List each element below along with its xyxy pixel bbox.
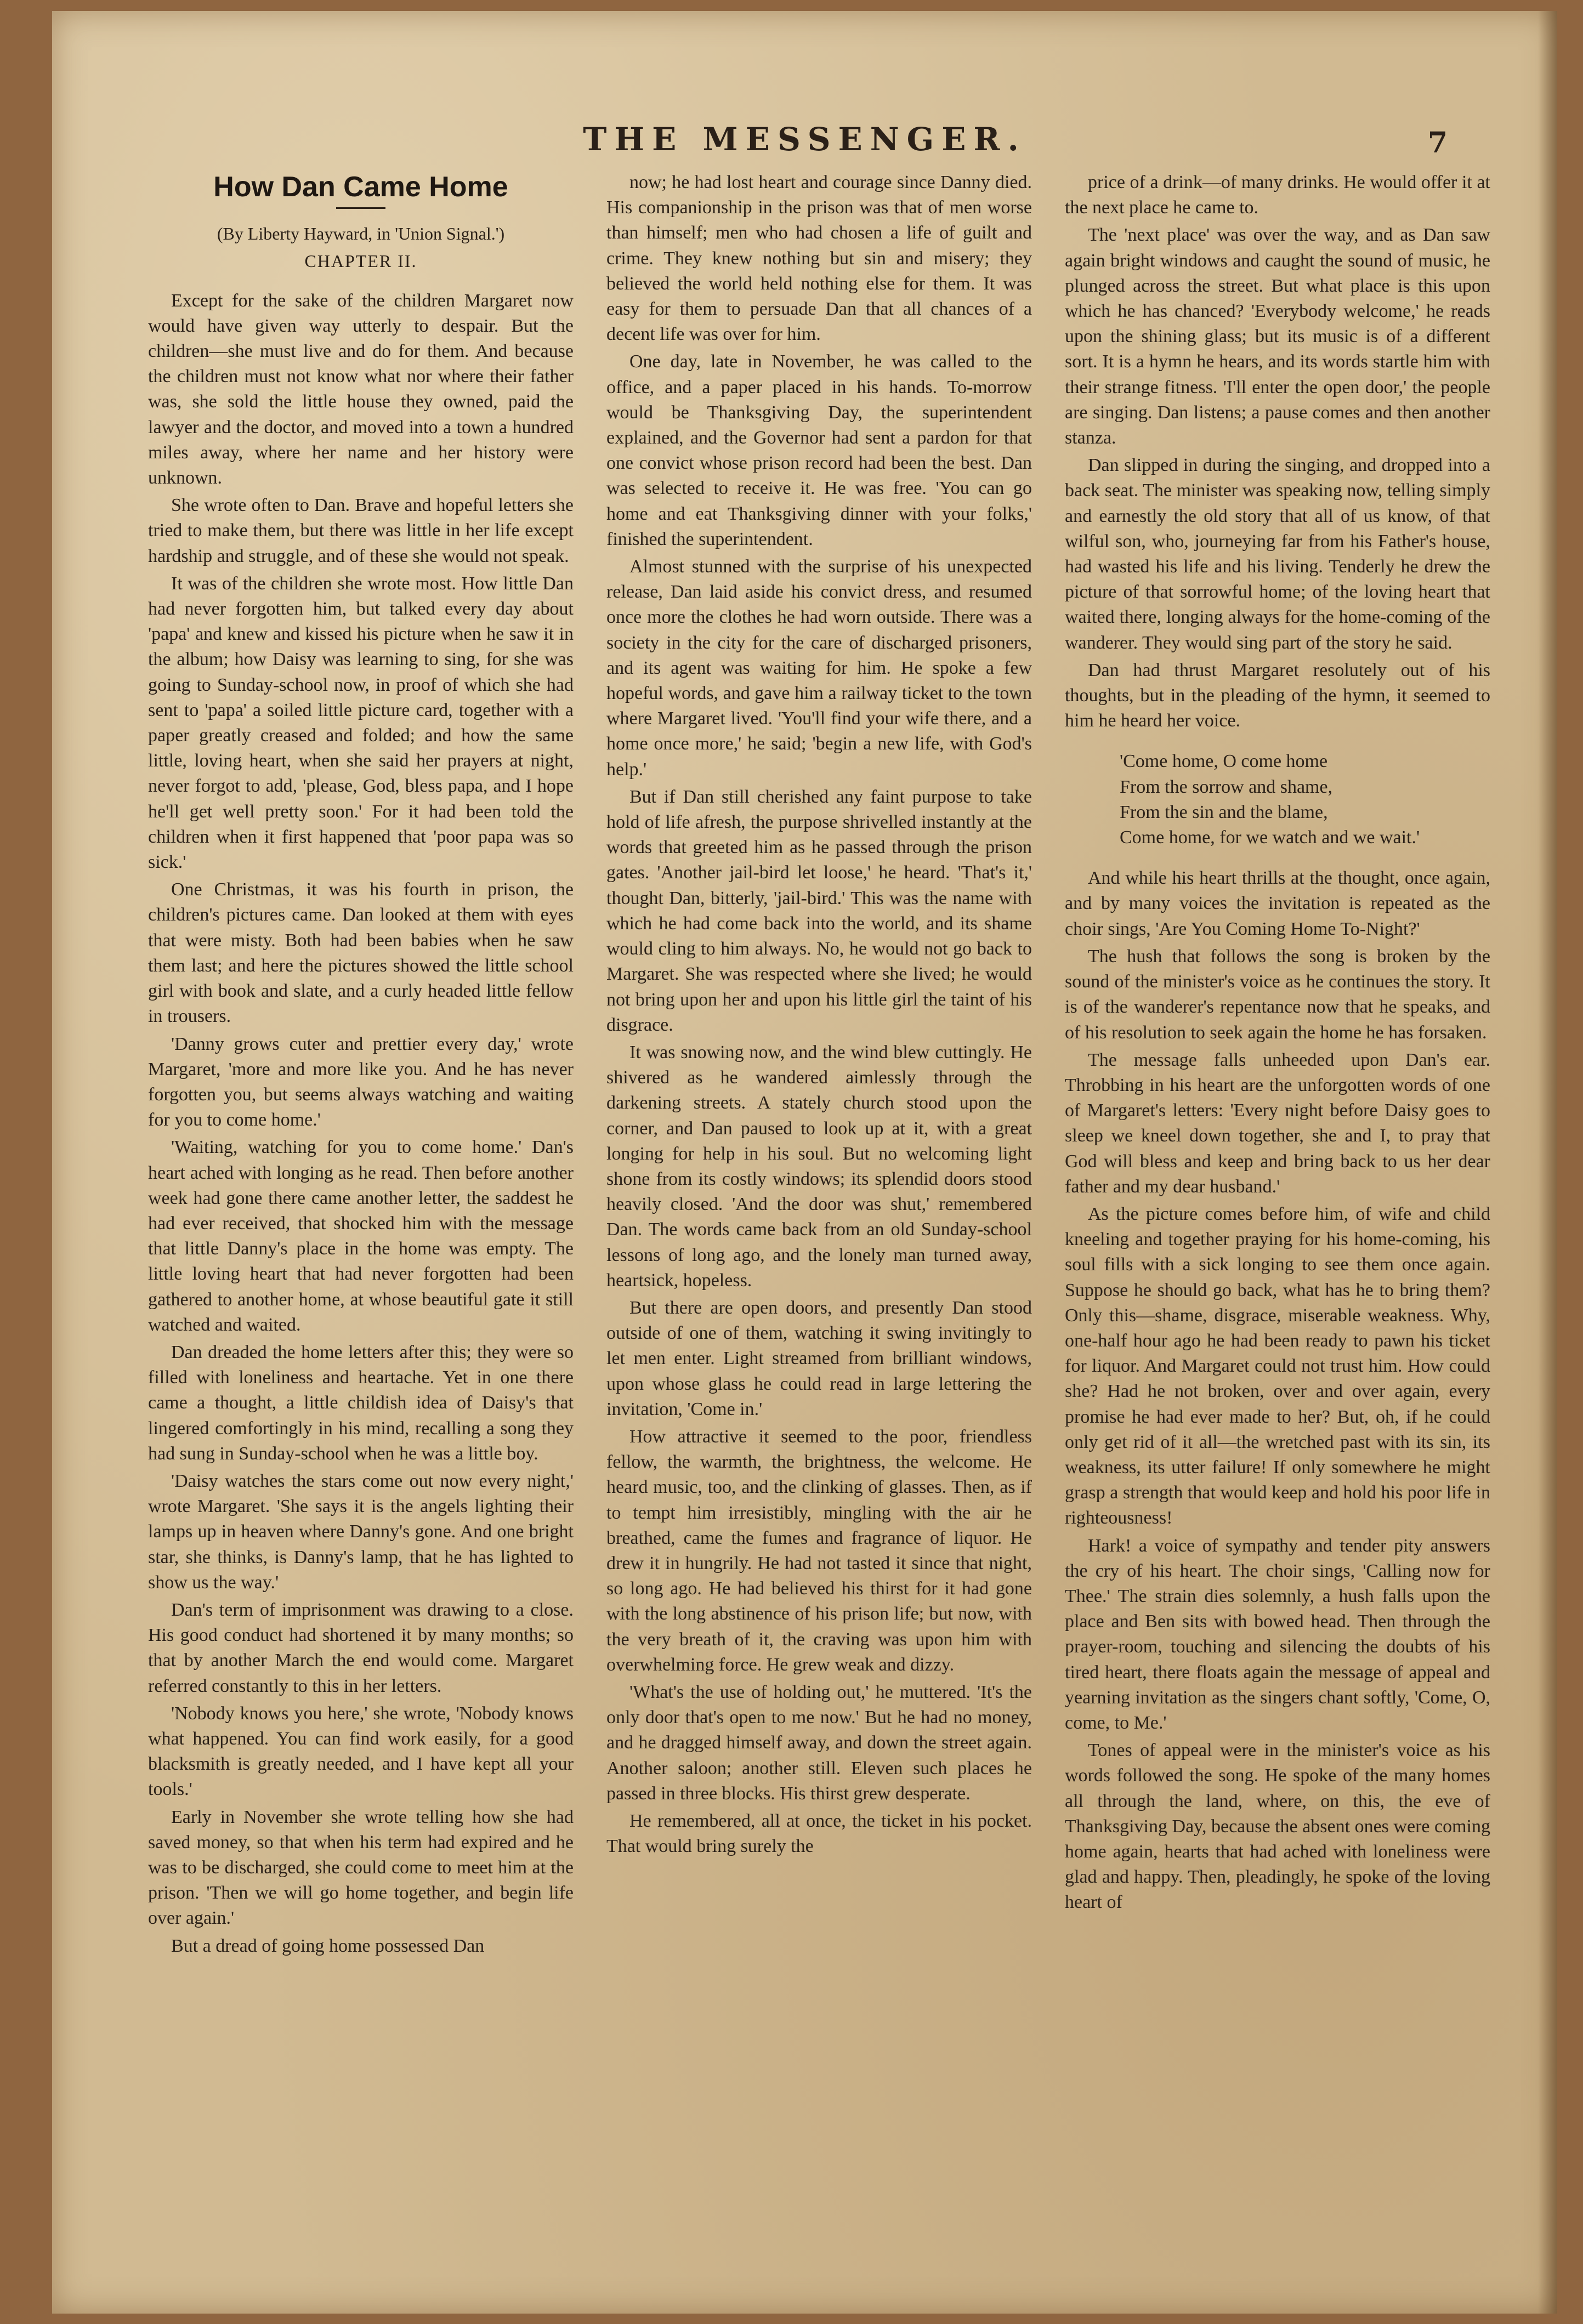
article-paragraph: He remembered, all at once, the ticket in his pocket. That would bring surely the	[606, 1811, 1032, 1857]
article-paragraph: price of a drink—of many drinks. He would offer it at the next place he came to.	[1065, 172, 1490, 218]
article-paragraph: But if Dan still cherished any faint purpose to take hold of life afresh, the purpose shrivelled instantly at the words that greeted him as he passed through the prison gates. 'Another jail-bird let loose,' he heard. 'That's it,' thought Dan, bitterly, 'jail-bird.' This was the name with which he had come back into the world, and its shame would cling to him always. No, he would not go back to Margaret. She was respected where she lived; he would not bring upon her and upon his little girl the taint of his disgrace.	[606, 786, 1032, 1035]
article-paragraph: How attractive it seemed to the poor, friendless fellow, the warmth, the brightness, the welcome. He heard music, too, and the clinking of glasses. Then, as if to tempt him irresistibly, mingling with the air he breathed, came the fumes and fragrance of liquor. He drew it in hungrily. He had not tasted it since that night, so long ago. He had believed his thirst for it had gone with the long abstinence of his prison life; but now, with the very breath of it, the craving was upon him with overwhelming force. He grew weak and dizzy.	[606, 1426, 1032, 1675]
article-paragraph: One Christmas, it was his fourth in prison, the children's pictures came. Dan looked at them with eyes that were misty. Both had been babies when he saw them last; and here the pictures showed the little school girl with book and slate, and a curly headed little fellow in trousers.	[148, 879, 574, 1027]
chapter-heading: CHAPTER II.	[304, 251, 417, 271]
text-columns	[148, 170, 1491, 2204]
article-paragraph: Dan slipped in during the singing, and dropped into a back seat. The minister was speaking now, telling simply and earnestly the old story that all of us know, of that wilful son, who, journeying far from his Father's house, had wasted his life and his living. Tenderly he drew the picture of that sorrowful home; of the loving heart that waited there, longing always for the home-coming of the wanderer. They would sing part of the story he said.	[1065, 455, 1490, 653]
article-paragraph: But there are open doors, and presently Dan stood outside of one of them, watching it swing invitingly to let men enter. Light streamed from brilliant windows, upon whose glass he could read in large lettering the invitation, 'Come in.'	[606, 1297, 1032, 1419]
newspaper-page	[52, 11, 1557, 2314]
article-paragraph: now; he had lost heart and courage since Danny died. His companionship in the prison was that of men worse than himself; men who had chosen a life of guilt and crime. They knew nothing but sin and misery; they believed the world held nothing else for them. It was easy for them to persuade Dan that all chances of a decent life was over for him.	[606, 172, 1032, 345]
article-paragraph: She wrote often to Dan. Brave and hopeful letters she tried to make them, but there was little in her life except hardship and struggle, and of these she would not speak.	[148, 495, 574, 566]
verse-line: 'Come home, O come home	[1120, 751, 1328, 772]
verse-line: From the sin and the blame,	[1120, 802, 1328, 822]
article-paragraph: The 'next place' was over the way, and as Dan saw again bright windows and caught the sound of music, he plunged across the street. But what place is this upon which he has chanced? 'Everybody welcome,' he reads upon the shining glass; but its music is of a different sort. It is a hymn he hears, and its words startle him with their strange fitness. 'I'll enter the open door,' the people are singing. Dan listens; a pause comes and then another stanza.	[1065, 225, 1490, 448]
article-paragraph: The message falls unheeded upon Dan's ear. Throbbing in his heart are the unforgotten words of one of Margaret's letters: 'Every night before Daisy goes to sleep we kneel down together, she and I, to pray that God will bless and keep and bring back to us her dear father and my dear husband.'	[1065, 1049, 1490, 1197]
verse-line: Come home, for we watch and we wait.'	[1120, 827, 1420, 848]
page-number: 7	[1427, 126, 1448, 160]
article-paragraph: 'Danny grows cuter and prettier every day,' wrote Margaret, 'more and more like you. And he has never forgotten you, but seems always watching and waiting for you to come home.'	[148, 1033, 574, 1130]
article-paragraph: Hark! a voice of sympathy and tender pity answers the cry of his heart. The choir sings, 'Calling now for Thee.' The strain dies solemnly, a hush falls upon the place and Ben sits with bowed head. Then through the prayer-room, touching and silencing the doubts of his tired heart, there floats again the message of appeal and yearning invitation as the singers chant softly, 'Come, O, come, to Me.'	[1065, 1535, 1490, 1733]
article-paragraph: Almost stunned with the surprise of his unexpected release, Dan laid aside his convict dress, and resumed once more the clothes he had worn outside. There was a society in the city for the care of discharged prisoners, and its agent was waiting for him. He spoke a few hopeful words, and gave him a railway ticket to the town where Margaret lived. 'You'll find your wife there, and a home once more,' he said; 'begin a new life, with God's help.'	[606, 556, 1032, 780]
column-2	[606, 170, 1032, 2204]
article-paragraph: One day, late in November, he was called to the office, and a paper placed in his hands. To-morrow would be Thanksgiving Day, the superintendent explained, and the Governor had sent a pardon for that one convict whose prison record had been the best. Dan was selected to receive it. He was free. 'You can go home and eat Thanksgiving dinner with your folks,' finished the superintendent.	[606, 351, 1032, 549]
column-3	[1065, 170, 1490, 2204]
title-rule	[336, 207, 385, 209]
article-paragraph: As the picture comes before him, of wife and child kneeling and together praying for his home-coming, his soul fills with a sick longing to see them once again. Suppose he should go back, what has he to bring them? Only this—shame, disgrace, miserable weakness. Why, one-half hour ago he had been ready to pawn his ticket for liquor. And Margaret could not trust him. How could she? Had he not broken, over and over again, every promise he had ever made to her? But, oh, if he could only get rid of it all—the wretched past with its sin, its weakness, its utter failure! If only somewhere he might grasp a strength that would keep and hold his poor life in righteousness!	[1065, 1203, 1490, 1529]
article-paragraph: Dan had thrust Margaret resolutely out of his thoughts, but in the pleading of the hymn, it seemed to him he heard her voice.	[1065, 660, 1490, 731]
article-paragraph: 'Nobody knows you here,' she wrote, 'Nobody knows what happened. You can find work easily, for a good blacksmith is greatly needed, and I have kept all your tools.'	[148, 1703, 574, 1800]
article-paragraph: 'What's the use of holding out,' he muttered. 'It's the only door that's open to me now.' But he had no money, and he dragged himself away, and down the street again. Another saloon; another still. Eleven such places he passed in three blocks. His thirst grew desperate.	[606, 1681, 1032, 1804]
article-paragraph: It was of the children she wrote most. How little Dan had never forgotten him, but talked every day about 'papa' and knew and kissed his picture when he saw it in the album; how Daisy was learning to sing, for she was going to Sunday-school now, in proof of which she had sent to 'papa' a soiled little picture card, together with a paper greatly creased and folded; and how the same little, loving heart, when she said her prayers at night, never forgot to add, 'please, God, bless papa, and I hope he'll get well pretty soon.' For it had been told the children when it first happened that 'poor papa was so sick.'	[148, 573, 574, 873]
article-paragraph: Dan dreaded the home letters after this; they were so filled with loneliness and heartache. Yet in one there came a thought, a little childish idea of Daisy's that lingered comfortingly in his mind, recalling a song they had sung in Sunday-school when he was a little boy.	[148, 1342, 574, 1464]
article-paragraph: 'Waiting, watching for you to come home.' Dan's heart ached with longing as he read. Then before another week had gone there came another letter, the saddest he had ever received, that shocked him with the message that little Danny's place in the home was empty. The little loving heart that had never forgotten had been gathered to another home, at whose beautiful gate it still watched and waited.	[148, 1137, 574, 1335]
article-paragraph: And while his heart thrills at the thought, once again, and by many voices the invitation is repeated as the choir sings, 'Are You Coming Home To-Night?'	[1065, 868, 1490, 939]
article-paragraph: Tones of appeal were in the minister's voice as his words followed the song. He spoke of the many homes all through the land, where, on this, the eve of Thanksgiving Day, because the absent ones were coming home again, hearts that had ached with loneliness were glad and happy. Then, pleadingly, he spoke of the loving heart of	[1065, 1740, 1490, 1913]
publication-masthead: THE MESSENGER.	[583, 121, 1026, 158]
article-paragraph: But a dread of going home possessed Dan	[171, 1935, 485, 1956]
page-spine-shadow	[1538, 11, 1557, 2314]
article-paragraph: Early in November she wrote telling how she had saved money, so that when his term had expired and he was to be discharged, she could come to meet him at the prison. 'Then we will go home together, and begin life over again.'	[148, 1806, 574, 1929]
column-1	[148, 170, 574, 2204]
article-paragraph: Except for the sake of the children Margaret now would have given way utterly to despair. But the children—she must live and do for them. And because the children must not know what nor where their father was, she sold the little house they owned, paid the lawyer and the doctor, and moved into a town a hundred miles away, where her name and her history were unknown.	[148, 290, 574, 488]
article-paragraph: Dan's term of imprisonment was drawing to a close. His good conduct had shortened it by many months; so that by another March the end would come. Margaret referred constantly to this in her letters.	[148, 1599, 574, 1696]
article-paragraph: The hush that follows the song is broken by the sound of the minister's voice as he continues the story. It is of the wanderer's repentance now that he speaks, and of his resolution to seek again the home he has forsaken.	[1065, 946, 1490, 1043]
story-byline: (By Liberty Hayward, in 'Union Signal.')	[217, 224, 505, 244]
article-paragraph: 'Daisy watches the stars come out now every night,' wrote Margaret. 'She says it is the angels lighting their lamps up in heaven where Danny's gone. And one bright star, she thinks, is Danny's lamp, that he has lighted to show us the way.'	[148, 1470, 574, 1593]
article-paragraph: It was snowing now, and the wind blew cuttingly. He shivered as he wandered aimlessly through the darkening streets. A stately church stood upon the corner, and Dan paused to look up at it, with a great longing for help in his soul. But no welcoming light shone from its costly windows; its splendid doors stood heavily closed. 'And the door was shut,' remembered Dan. The words came back from an old Sunday-school lessons of long ago, and the lonely man turned away, heartsick, hopeless.	[606, 1042, 1032, 1291]
story-title: How Dan Came Home	[213, 171, 508, 203]
verse-line: From the sorrow and shame,	[1120, 776, 1333, 797]
